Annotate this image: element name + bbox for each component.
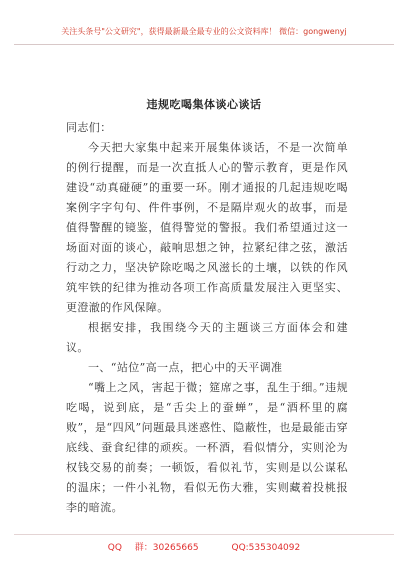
section-heading: 一、“站位”高一点，把心中的天平调准: [88, 361, 283, 374]
section-paragraph: “嘴上之风，害起于微；筵席之事，乱生于细。”违规吃喝，说到底，是“舌尖上的蚕蝉”，是“酒杯里的腐败”，是“四风”问题最具迷惑性、隐蔽性，也是最能击穿底线、蚕食纪律的顽疾。一杯酒，看似情分，实则沦为权钱交易的前奏；一顿饭，看似礼节，实则是以公谋私的温床；一件小礼物，看似无伤大雅，实则藏着投桃报李的暗流。: [66, 381, 348, 514]
document-body: [66, 118, 348, 518]
paragraph-intro: 今天把大家集中起来开展集体谈话，不是一次简单的例行提醒，而是一次直抵人心的警示教育，更是作风建设“动真碰硬”的重要一环。刚才通报的几起违规吃喝案例字字句句、件件事例，不是隔岸观火的故事，而是值得警醒的镜鉴，值得警觉的警报。我们希望通过这一场面对面的谈心，敲响思想之钟，拉紧纪律之弦，激活行动之力，坚决铲除吃喝之风滋长的土壤，以铁的作风筑牢铁的纪律为推动各项工作高质量发展注入更坚实、更澄澈的作风保障。: [66, 141, 348, 314]
paragraph-arrangement: 根据安排，我围绕今天的主题谈三方面体会和建议。: [66, 321, 348, 354]
document-title: 违规吃喝集体谈心谈话: [146, 98, 262, 111]
footer-divider: [14, 534, 394, 535]
header-banner: [20, 26, 388, 37]
footer: [0, 540, 408, 553]
header-banner-text: 关注头条号"公文研究"，获得最新最全最专业的公文资料库！ 微信：gongwenyj: [61, 27, 347, 36]
header-divider: [14, 44, 394, 45]
footer-qq-group: QQ 群：30265665: [107, 543, 199, 553]
salutation: 同志们：: [66, 121, 112, 134]
footer-qq: QQ:535304092: [231, 543, 301, 553]
